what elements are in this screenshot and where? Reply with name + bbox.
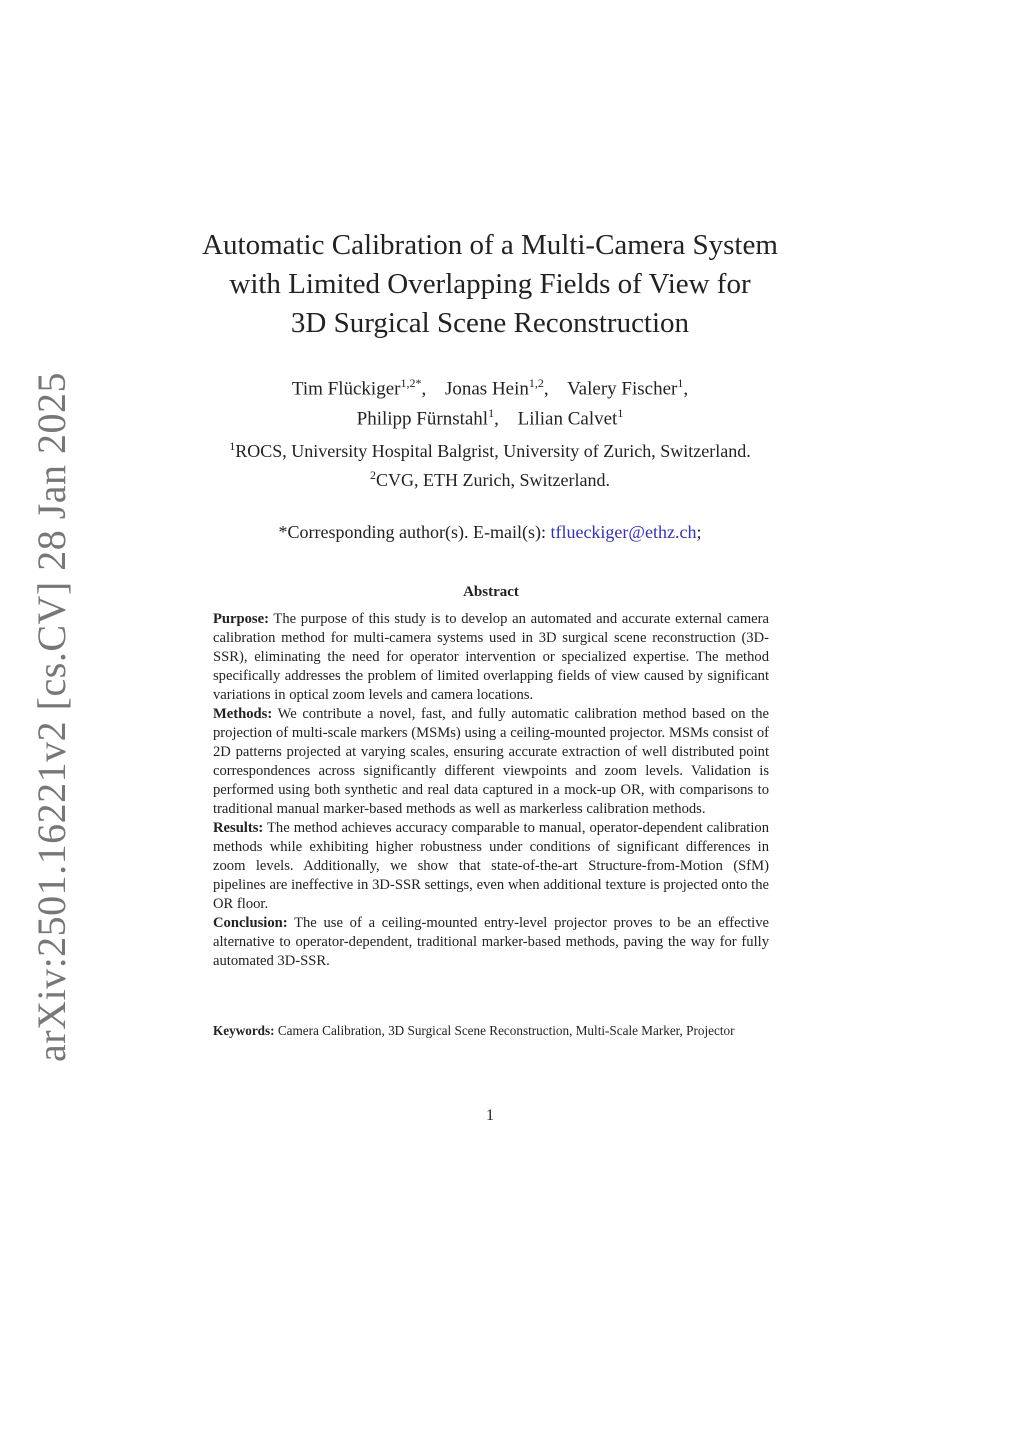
- corresponding-author: [170, 522, 810, 543]
- corresponding-suffix: ;: [696, 522, 702, 542]
- section-label: Results:: [213, 820, 264, 836]
- author-name: Tim Flückiger: [291, 378, 401, 400]
- keywords: [213, 1022, 769, 1039]
- author-affiliation-mark: 1,2: [528, 376, 544, 390]
- author-affiliation-mark: 1: [617, 406, 624, 421]
- abstract-methods: [213, 705, 769, 819]
- affiliation-1: [170, 434, 810, 463]
- affiliation-text: ROCS, University Hospital Balgrist, University of Zurich, Switzerland.: [235, 441, 751, 461]
- affiliation-mark: 2: [370, 468, 377, 482]
- author-separator: ,: [543, 378, 549, 400]
- author-name: Philipp Fürnstahl: [356, 408, 489, 430]
- author-affiliation-mark: 1: [488, 406, 495, 421]
- title-line-1: Automatic Calibration of a Multi-Camera System: [202, 229, 778, 261]
- affiliation-mark: 1: [229, 439, 236, 453]
- section-text: The use of a ceiling-mounted entry-level projector proves to be an effective alternative to operator-dependent, traditional marker-based methods, paving the way for fully automated 3D-SSR.: [213, 915, 769, 969]
- section-label: Conclusion:: [213, 915, 288, 931]
- author-separator: ,: [683, 378, 689, 400]
- section-text: The method achieves accuracy comparable to manual, operator-dependent calibration methods while exhibiting higher robustness under conditions of significant differences in zoom levels. Additionally, we show that state-of-the-art Structure-from-Motion (SfM) pipelines are ineffective in 3D-SSR settings, even when additional texture is projected onto the OR floor.: [213, 820, 770, 912]
- keywords-label: Keywords:: [213, 1023, 275, 1038]
- author-name: Lilian Calvet: [517, 408, 618, 430]
- abstract-body: [213, 610, 769, 971]
- author-separator: ,: [421, 378, 427, 400]
- affiliation-2: [170, 463, 810, 492]
- author-separator: ,: [494, 408, 499, 430]
- page-number: 1: [486, 1107, 494, 1124]
- keywords-text: Camera Calibration, 3D Surgical Scene Reconstruction, Multi-Scale Marker, Projector: [277, 1023, 735, 1038]
- paper-title: [170, 226, 810, 343]
- title-line-2: with Limited Overlapping Fields of View for: [229, 268, 751, 300]
- abstract-conclusion: [213, 914, 769, 971]
- abstract-purpose: [213, 610, 769, 705]
- affiliations: [170, 434, 810, 492]
- author-name: Jonas Hein: [444, 378, 529, 400]
- author-name: Valery Fischer: [567, 378, 678, 400]
- author-line-2: [170, 401, 810, 431]
- email-link[interactable]: tflueckiger@ethz.ch: [550, 522, 697, 542]
- section-text: The purpose of this study is to develop an automated and accurate external camera calibration method for multi-camera systems used in 3D surgical scene reconstruction (3D-SSR), eliminating the need for operator intervention or specialized expertise. The method specifically addresses the problem of limited overlapping fields of view caused by significant variations in optical zoom levels and camera locations.: [213, 611, 769, 703]
- section-label: Purpose:: [213, 611, 269, 627]
- abstract-heading: Abstract: [463, 584, 519, 600]
- section-text: We contribute a novel, fast, and fully automatic calibration method based on the projection of multi-scale markers (MSMs) using a ceiling-mounted projector. MSMs consist of 2D patterns projected at varying scales, ensuring accurate extraction of well distributed point correspondences across significantly different viewpoints and zoom levels. Validation is performed using both synthetic and real data captured in a mock-up OR, with comparisons to traditional manual marker-based methods as well as markerless calibration methods.: [213, 706, 769, 817]
- arxiv-identifier: arXiv:2501.16221v2 [cs.CV] 28 Jan 2025: [29, 371, 74, 1062]
- affiliation-text: CVG, ETH Zurich, Switzerland.: [376, 470, 610, 490]
- author-list: [170, 371, 810, 432]
- title-line-3: 3D Surgical Scene Reconstruction: [290, 307, 690, 339]
- section-label: Methods:: [213, 706, 273, 722]
- author-affiliation-mark: 1,2*: [400, 376, 422, 390]
- author-line-1: [170, 371, 810, 401]
- author-affiliation-mark: 1: [677, 376, 684, 390]
- abstract-results: [213, 819, 769, 914]
- corresponding-prefix: *Corresponding author(s). E-mail(s):: [278, 522, 551, 542]
